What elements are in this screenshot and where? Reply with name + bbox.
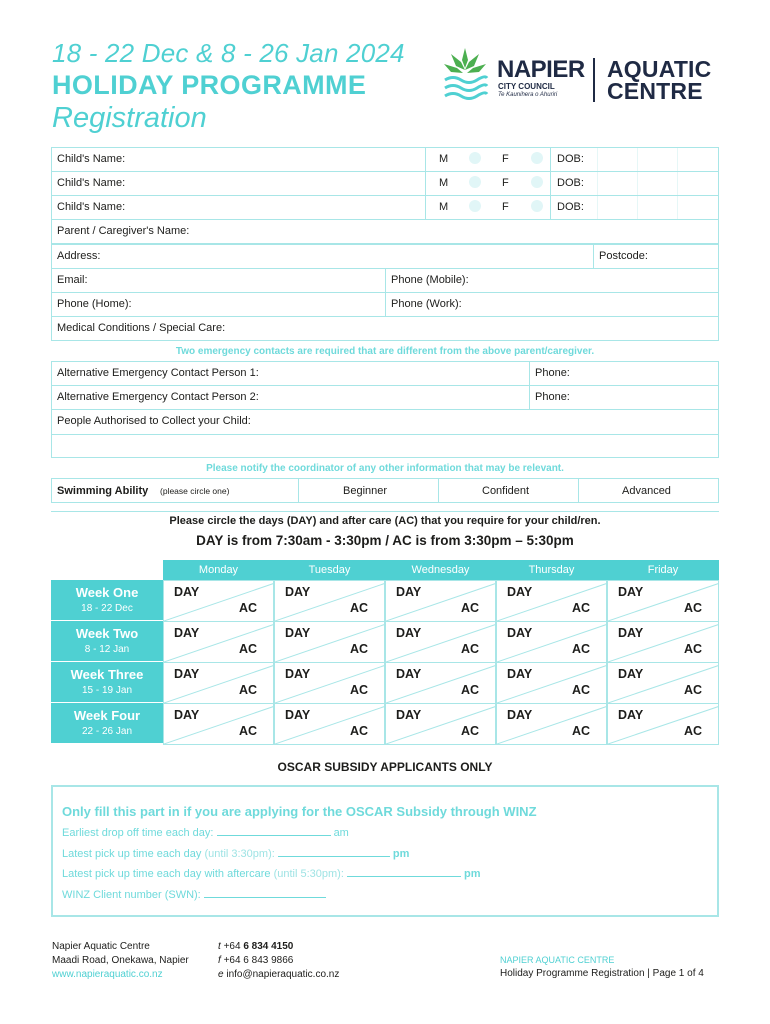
footer-address — [52, 940, 189, 982]
week-label — [51, 580, 163, 620]
logo-maori-text: Te Kaunihera o Ahuriri — [498, 92, 558, 98]
male-label: M — [439, 201, 449, 213]
phone-prefix: +64 — [223, 941, 241, 952]
day-ac-cell[interactable] — [163, 580, 274, 622]
dob-label: DOB: — [557, 177, 584, 189]
alt-contact-1-phone-label: Phone: — [535, 367, 570, 379]
footer-fax — [218, 954, 339, 968]
dob-day-field[interactable] — [597, 172, 637, 195]
winz-row[interactable] — [62, 888, 326, 901]
pick-up-label: Latest pick up time each day — [62, 848, 202, 860]
day-option[interactable]: DAY — [396, 667, 422, 681]
ac-option[interactable]: AC — [683, 601, 702, 615]
day-ac-cell[interactable] — [496, 621, 607, 663]
week-dates: 18 - 22 Dec — [81, 603, 133, 614]
dob-label: DOB: — [557, 201, 584, 213]
day-ac-cell[interactable] — [607, 621, 719, 663]
parent-name-label: Parent / Caregiver's Name: — [57, 225, 190, 237]
week-label — [51, 662, 163, 702]
day-option[interactable]: DAY — [285, 708, 311, 722]
swimming-label: Swimming Ability — [57, 485, 149, 497]
email-address: info@napieraquatic.co.nz — [226, 969, 340, 980]
day-header: Friday — [607, 560, 719, 580]
child-row[interactable] — [51, 195, 719, 220]
email-label: Email: — [57, 274, 88, 286]
week-dates: 22 - 26 Jan — [81, 726, 133, 737]
ac-option[interactable]: AC — [238, 642, 257, 656]
ac-option[interactable]: AC — [571, 724, 590, 738]
day-option[interactable]: DAY — [174, 585, 200, 599]
day-option[interactable]: DAY — [507, 585, 533, 599]
day-ac-cell[interactable] — [163, 621, 274, 663]
ac-option[interactable]: AC — [238, 683, 257, 697]
day-option[interactable]: DAY — [507, 626, 533, 640]
female-radio[interactable] — [531, 176, 543, 188]
ac-option[interactable]: AC — [683, 642, 702, 656]
swimming-option-advanced[interactable]: Advanced — [622, 485, 671, 497]
day-option[interactable]: DAY — [507, 708, 533, 722]
oscar-box-title: Only fill this part in if you are applying for the OSCAR Subsidy through WINZ — [62, 804, 537, 819]
male-label: M — [439, 153, 449, 165]
ac-option[interactable]: AC — [460, 642, 479, 656]
ac-option[interactable]: AC — [349, 683, 368, 697]
male-label: M — [439, 177, 449, 189]
medical-field[interactable] — [51, 316, 719, 341]
day-header: Thursday — [496, 560, 607, 580]
ac-option[interactable]: AC — [683, 724, 702, 738]
phone-home-label: Phone (Home): — [57, 298, 132, 310]
day-ac-cell[interactable] — [385, 662, 496, 704]
day-option[interactable]: DAY — [507, 667, 533, 681]
child-row[interactable] — [51, 171, 719, 196]
programme-dates: 18 - 22 Dec & 8 - 26 Jan 2024 — [52, 38, 405, 68]
authorised-label: People Authorised to Collect your Child: — [57, 415, 251, 427]
swimming-ability-row — [51, 478, 719, 503]
logo-centre-word: CENTRE — [607, 78, 703, 104]
dob-month-field[interactable] — [637, 196, 677, 219]
authorised-collect-field[interactable] — [51, 409, 719, 458]
postcode-label: Postcode: — [599, 250, 648, 262]
notify-notice: Please notify the coordinator of any other information that may be relevant. — [206, 463, 564, 474]
pick-up-ac-field[interactable] — [347, 867, 461, 877]
footer-web-link[interactable]: www.napieraquatic.co.nz — [52, 969, 163, 980]
phone-letter: t — [218, 941, 221, 952]
logo-aquatic-word: AQUATIC — [607, 56, 712, 82]
day-option[interactable]: DAY — [396, 626, 422, 640]
footer-email[interactable] — [218, 968, 339, 982]
ac-option[interactable]: AC — [460, 601, 479, 615]
pick-up-row[interactable] — [62, 847, 409, 860]
dob-month-field[interactable] — [637, 172, 677, 195]
pick-up-ac-hint: (until 5:30pm): — [273, 868, 344, 880]
male-radio[interactable] — [469, 200, 481, 212]
swimming-hint: (please circle one) — [160, 486, 230, 496]
child-name-label: Child's Name: — [57, 177, 126, 189]
week-name: Week One — [75, 585, 139, 600]
alt-contact-2-label: Alternative Emergency Contact Person 2: — [57, 391, 259, 403]
day-option[interactable]: DAY — [396, 708, 422, 722]
page-title: HOLIDAY PROGRAMME — [52, 70, 367, 100]
footer-phone[interactable] — [218, 940, 339, 954]
day-ac-cell[interactable] — [274, 703, 385, 745]
day-option[interactable]: DAY — [285, 585, 311, 599]
day-header: Tuesday — [274, 560, 385, 580]
footer-org: NAPIER AQUATIC CENTRE — [500, 955, 615, 965]
child-name-label: Child's Name: — [57, 201, 126, 213]
day-option[interactable]: DAY — [174, 667, 200, 681]
parent-name-field[interactable] — [51, 219, 719, 244]
council-emblem-icon — [441, 46, 489, 106]
winz-field[interactable] — [204, 888, 326, 898]
week-name: Week Three — [70, 667, 144, 682]
day-option[interactable]: DAY — [618, 667, 644, 681]
day-ac-cell[interactable] — [496, 662, 607, 704]
alt-contact-2-phone-label: Phone: — [535, 391, 570, 403]
ac-option[interactable]: AC — [571, 683, 590, 697]
pick-up-ac-pm: pm — [464, 868, 481, 880]
ac-option[interactable]: AC — [349, 601, 368, 615]
address-field[interactable] — [51, 244, 719, 269]
female-radio[interactable] — [531, 152, 543, 164]
day-ac-cell[interactable] — [496, 703, 607, 745]
day-ac-cell[interactable] — [385, 621, 496, 663]
phone-work-label: Phone (Work): — [391, 298, 462, 310]
pick-up-hint: (until 3:30pm): — [204, 848, 275, 860]
day-ac-cell[interactable] — [274, 662, 385, 704]
address-label: Address: — [57, 250, 101, 262]
day-ac-cell[interactable] — [163, 703, 274, 745]
drop-off-field[interactable] — [217, 826, 331, 836]
male-radio[interactable] — [469, 176, 481, 188]
pick-up-field[interactable] — [278, 847, 390, 857]
pick-up-pm: pm — [392, 848, 410, 860]
day-option[interactable]: DAY — [285, 626, 311, 640]
pick-up-ac-label: Latest pick up time each day with aftercare — [62, 868, 271, 880]
drop-off-label: Earliest drop off time each day: — [62, 827, 214, 839]
day-option[interactable]: DAY — [396, 585, 422, 599]
logo-council-text: CITY COUNCIL — [498, 82, 555, 91]
ac-option[interactable]: AC — [349, 642, 368, 656]
swimming-option-beginner[interactable]: Beginner — [343, 485, 388, 497]
napier-aquatic-logo — [441, 46, 721, 108]
footer-page-info — [500, 953, 704, 981]
winz-label: WINZ Client number (SWN): — [62, 889, 201, 901]
dob-day-field[interactable] — [597, 148, 637, 171]
pick-up-ac-row[interactable] — [62, 867, 481, 880]
dob-label: DOB: — [557, 153, 584, 165]
day-option[interactable]: DAY — [285, 667, 311, 681]
dob-day-field[interactable] — [597, 196, 637, 219]
child-row[interactable] — [51, 147, 719, 172]
schedule-times: DAY is from 7:30am - 3:30pm / AC is from 3:30pm – 5:30pm — [196, 533, 574, 548]
day-ac-cell[interactable] — [607, 662, 719, 704]
day-ac-cell[interactable] — [274, 580, 385, 622]
female-label: F — [502, 153, 509, 165]
drop-off-row[interactable] — [62, 826, 349, 839]
day-header: Monday — [163, 560, 274, 580]
oscar-section — [51, 785, 719, 917]
fax-number: +64 6 843 9866 — [223, 955, 294, 966]
day-ac-cell[interactable] — [163, 662, 274, 704]
day-option[interactable]: DAY — [174, 626, 200, 640]
female-label: F — [502, 201, 509, 213]
ac-option[interactable]: AC — [238, 601, 257, 615]
ac-option[interactable]: AC — [460, 724, 479, 738]
logo-divider — [593, 58, 595, 102]
email-letter: e — [218, 969, 224, 980]
footer-contact — [218, 940, 339, 982]
phone-mobile-label: Phone (Mobile): — [391, 274, 469, 286]
ac-option[interactable]: AC — [349, 724, 368, 738]
day-ac-cell[interactable] — [385, 703, 496, 745]
ac-option[interactable]: AC — [460, 683, 479, 697]
day-option[interactable]: DAY — [618, 708, 644, 722]
child-name-label: Child's Name: — [57, 153, 126, 165]
logo-aquatic-text — [607, 58, 711, 102]
day-option[interactable]: DAY — [618, 626, 644, 640]
swimming-option-confident[interactable]: Confident — [482, 485, 530, 497]
phone-number: 6 834 4150 — [243, 941, 294, 952]
week-name: Week Two — [75, 626, 139, 641]
alt-contact-1-field[interactable] — [51, 361, 719, 386]
day-ac-cell[interactable] — [607, 580, 719, 622]
dob-year-field[interactable] — [677, 196, 717, 219]
drop-off-am: am — [333, 827, 349, 839]
logo-napier-text: NAPIER — [497, 56, 585, 83]
day-header: Wednesday — [385, 560, 496, 580]
dob-year-field[interactable] — [677, 172, 717, 195]
day-option[interactable]: DAY — [174, 708, 200, 722]
female-label: F — [502, 177, 509, 189]
day-option[interactable]: DAY — [618, 585, 644, 599]
week-label — [51, 703, 163, 743]
ac-option[interactable]: AC — [238, 724, 257, 738]
oscar-heading: OSCAR SUBSIDY APPLICANTS ONLY — [277, 760, 493, 774]
ac-option[interactable]: AC — [571, 642, 590, 656]
dob-month-field[interactable] — [637, 148, 677, 171]
footer-page: Holiday Programme Registration | Page 1 of 4 — [500, 968, 704, 979]
day-ac-cell[interactable] — [385, 580, 496, 622]
day-ac-cell[interactable] — [607, 703, 719, 745]
week-name: Week Four — [73, 708, 141, 723]
male-radio[interactable] — [469, 152, 481, 164]
dob-year-field[interactable] — [677, 148, 717, 171]
emergency-notice: Two emergency contacts are required that are different from the above parent/caregiver. — [175, 346, 595, 357]
phone-home-work-row[interactable] — [51, 292, 719, 317]
ac-option[interactable]: AC — [683, 683, 702, 697]
ac-option[interactable]: AC — [571, 601, 590, 615]
schedule-instructions: Please circle the days (DAY) and after care (AC) that you require for your child/ren. — [169, 515, 601, 527]
alt-contact-1-label: Alternative Emergency Contact Person 1: — [57, 367, 259, 379]
footer-name: Napier Aquatic Centre — [52, 941, 150, 952]
week-dates: 8 - 12 Jan — [84, 644, 130, 655]
day-ac-cell[interactable] — [274, 621, 385, 663]
week-label — [51, 621, 163, 661]
alt-contact-2-field[interactable] — [51, 385, 719, 410]
page-subtitle: Registration — [52, 102, 207, 134]
week-dates: 15 - 19 Jan — [81, 685, 133, 696]
email-mobile-row[interactable] — [51, 268, 719, 293]
day-ac-cell[interactable] — [496, 580, 607, 622]
female-radio[interactable] — [531, 200, 543, 212]
footer-street: Maadi Road, Onekawa, Napier — [52, 955, 189, 966]
fax-letter: f — [218, 955, 221, 966]
medical-label: Medical Conditions / Special Care: — [57, 322, 226, 334]
